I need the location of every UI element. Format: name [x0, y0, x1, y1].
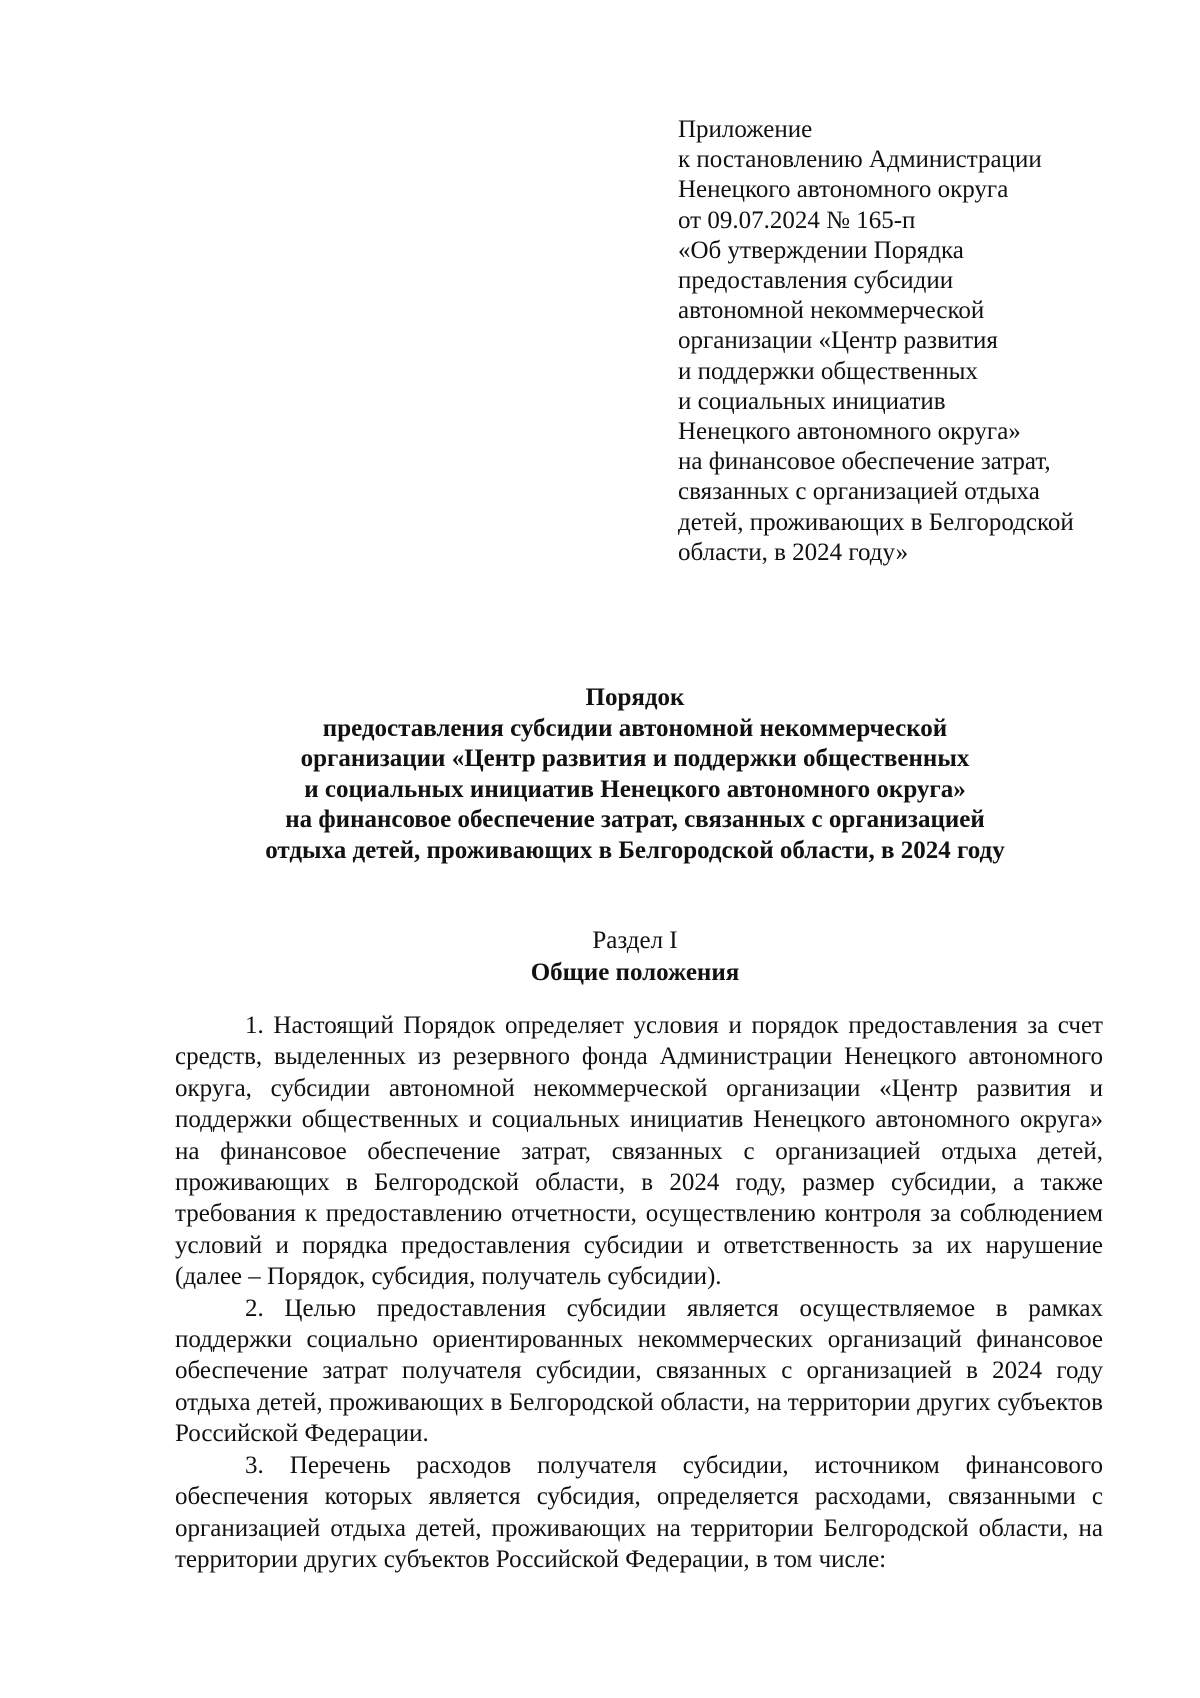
title-line: и социальных инициатив Ненецкого автономного округа» [304, 775, 966, 803]
title-line: предоставления субсидии автономной некоммерческой [322, 714, 948, 742]
paragraph: 3. Перечень расходов получателя субсидии, источником финансового обеспечения которых является субсидия, определяется расходами, связанными с организацией отдыха детей, проживающих на территории Белгородской области, на территории других субъектов Российской Федерации, в том числе: [175, 1451, 1103, 1573]
title-line: организации «Центр развития и поддержки общественных [300, 745, 970, 773]
appendix-line: предоставления субсидии [678, 267, 954, 295]
appendix-line: и социальных инициатив [678, 387, 946, 415]
title-line: отдыха детей, проживающих в Белгородской области, в 2024 году [265, 836, 1005, 864]
appendix-line: Ненецкого автономного округа [678, 176, 1009, 204]
document-title [175, 683, 1095, 867]
paragraph: 1. Настоящий Порядок определяет условия и порядок предоставления за счет средств, выделенных из резервного фонда Администрации Ненецкого автономного округа, субсидии автономной некоммерческой организации «Центр развития и поддержки общественных и социальных инициатив Ненецкого автономного округа» на финансовое обеспечение затрат, связанных с организацией отдыха детей, проживающих в Белгородской области, в 2024 году, размер субсидии, а также требования к предоставлению отчетности, осуществлению контроля за соблюдением условий и порядка предоставления субсидии и ответственность за их нарушение (далее – Порядок, субсидия, получатель субсидии). [175, 1012, 1103, 1291]
appendix-line: Ненецкого автономного округа» [678, 418, 1021, 446]
appendix-line: Приложение [678, 116, 813, 143]
appendix-line: на финансовое обеспечение затрат, [678, 448, 1051, 476]
appendix-header [678, 115, 1118, 568]
appendix-line: к постановлению Администрации [678, 146, 1042, 174]
appendix-line: и поддержки общественных [678, 357, 978, 385]
appendix-line: детей, проживающих в Белгородской [678, 508, 1074, 536]
appendix-line: «Об утверждении Порядка [678, 236, 964, 264]
section-label: Раздел I [592, 927, 678, 954]
appendix-line: области, в 2024 году» [678, 538, 909, 566]
appendix-line: от 09.07.2024 № 165-п [678, 206, 916, 234]
appendix-line: автономной некоммерческой [678, 297, 985, 325]
document-body [175, 1010, 1103, 1575]
appendix-line: связанных с организацией отдыха [678, 478, 1040, 506]
section-title: Общие положения [530, 959, 740, 986]
appendix-line: организации «Центр развития [678, 327, 998, 355]
section-heading [175, 925, 1095, 989]
title-line: Порядок [585, 684, 685, 711]
title-line: на финансовое обеспечение затрат, связанных с организацией [285, 806, 985, 834]
paragraph: 2. Целью предоставления субсидии является осуществляемое в рамках поддержки социально ориентированных некоммерческих организаций финансовое обеспечение затрат получателя субсидии, связанных с организацией в 2024 году отдыха детей, проживающих в Белгородской области, на территории других субъектов Российской Федерации. [175, 1294, 1103, 1448]
